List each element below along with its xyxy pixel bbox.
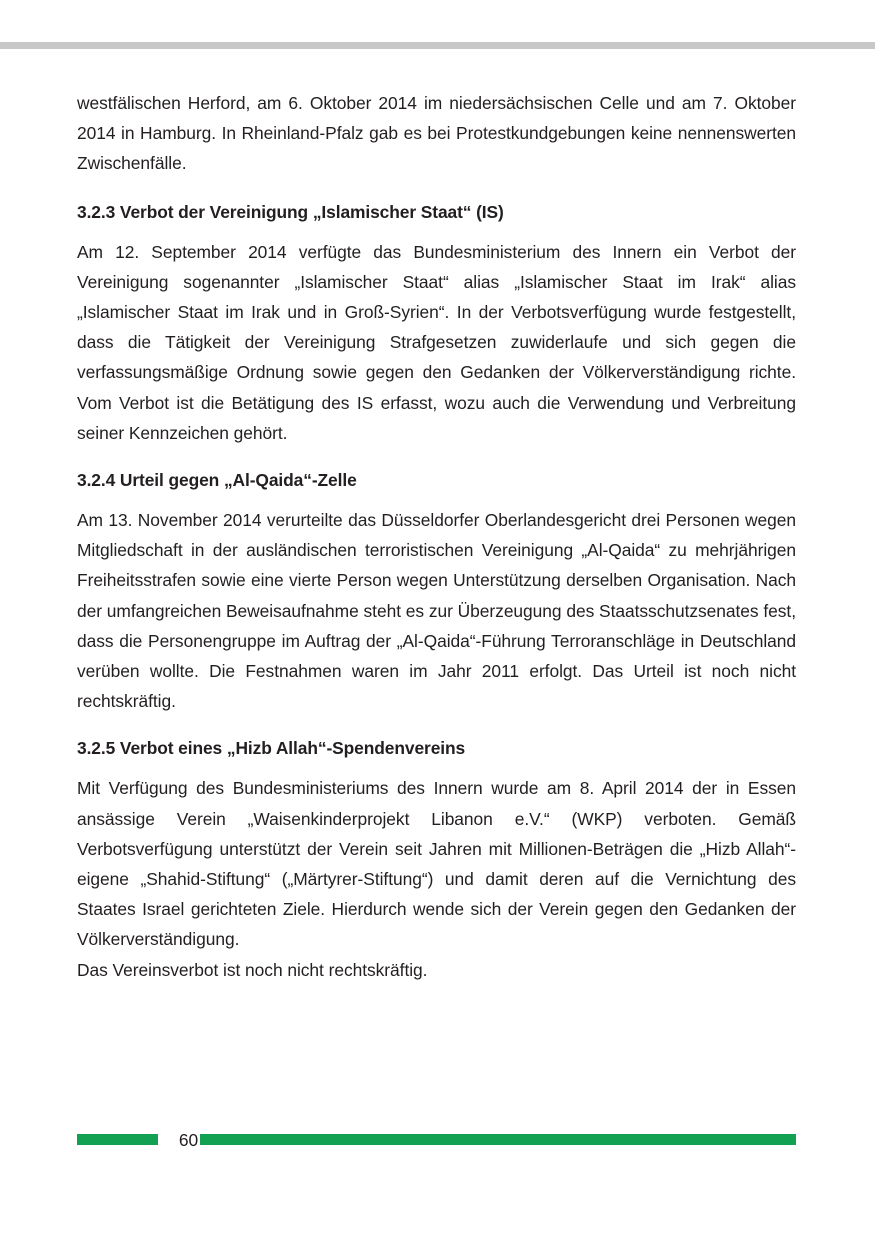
heading-3-2-3: 3.2.3 Verbot der Vereinigung „Islamischer Staat“ (IS)	[77, 201, 504, 222]
heading-3-2-4: 3.2.4 Urteil gegen „Al-Qaida“-Zelle	[77, 470, 357, 491]
footer-rule-left	[77, 1134, 158, 1145]
top-gray-rule	[0, 42, 875, 49]
paragraph-3-2-5-closing: Das Vereinsverbot ist noch nicht rechtskräftig.	[77, 959, 428, 980]
footer-rule-right	[200, 1134, 796, 1145]
paragraph-continued-protestkundgebungen: westfälischen Herford, am 6. Oktober 2014 im niedersächsischen Celle und am 7. Oktober 2014 in Hamburg. In Rheinland-Pfalz gab es bei Protestkundgebungen keine nennenswerten Zwischenfälle.	[77, 93, 796, 174]
paragraph-3-2-4-body: Am 13. November 2014 verurteilte das Düsseldorfer Oberlandesgericht drei Personen wegen Mitgliedschaft in der ausländischen terroristischen Vereinigung „Al-Qaida“ zu mehrjährigen Freiheitsstrafen sowie eine vierte Person wegen Unterstützung derselben Organisation. Nach der umfangreichen Beweisaufnahme steht es zur Überzeugung des Staatsschutzsenates fest, dass die Personengruppe im Auftrag der „Al-Qaida“-Führung Terroranschläge in Deutschland verüben wollte. Die Festnahmen waren im Jahr 2011 erfolgt. Das Urteil ist noch nicht rechtskräftig.	[77, 510, 796, 712]
page-text-column	[77, 88, 796, 997]
paragraph-3-2-3-body: Am 12. September 2014 verfügte das Bundesministerium des Innern ein Verbot der Vereinigung sogenannter „Islamischer Staat“ alias „Islamischer Staat im Irak“ alias „Islamischer Staat im Irak und in Groß-Syrien“. In der Verbotsverfügung wurde festgestellt, dass die Tätigkeit der Vereinigung Strafgesetzen zuwiderlaufe und sich gegen die verfassungsmäßige Ordnung sowie gegen den Gedanken der Völkerverständigung richte. Vom Verbot ist die Betätigung des IS erfasst, wozu auch die Verwendung und Verbreitung seiner Kennzeichen gehört.	[77, 241, 796, 443]
heading-3-2-5: 3.2.5 Verbot eines „Hizb Allah“-Spendenvereins	[77, 738, 466, 759]
page-number: 60	[178, 1130, 199, 1150]
paragraph-3-2-5-body: Mit Verfügung des Bundesministeriums des Innern wurde am 8. April 2014 der in Essen ansässige Verein „Waisenkinderprojekt Libanon e.V.“ (WKP) verboten. Gemäß Verbotsverfügung unterstützt der Verein seit Jahren mit Millionen-Beträgen die „Hizb Allah“-eigene „Shahid-Stiftung“ („Märtyrer-Stiftung“) und damit deren auf die Vernichtung des Staates Israel gerichteten Ziele. Hierdurch wende sich der Verein gegen den Gedanken der Völkerverständigung.	[77, 778, 796, 950]
page-footer	[77, 1131, 796, 1149]
